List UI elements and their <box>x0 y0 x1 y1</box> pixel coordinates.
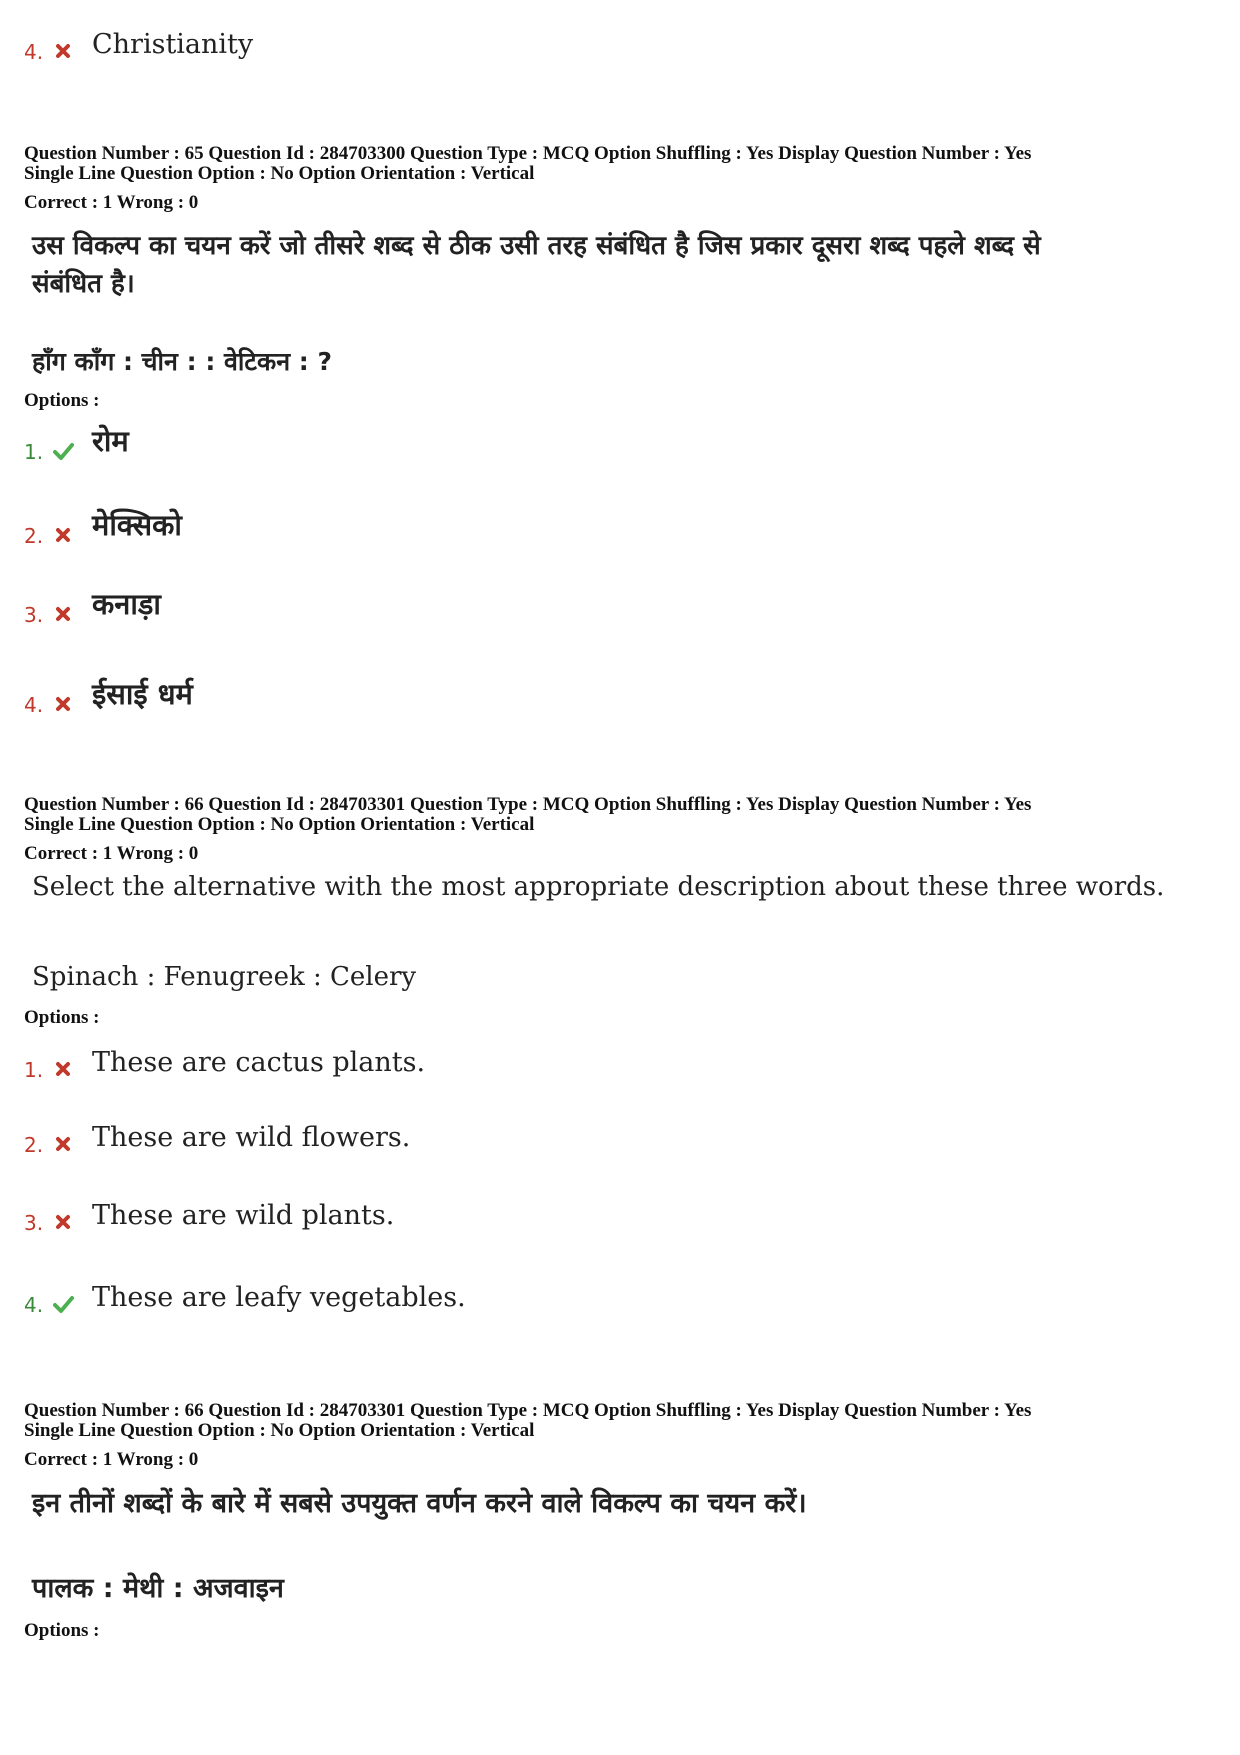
option-number: 1. <box>24 440 44 464</box>
cross-icon <box>52 40 74 62</box>
question-text: उस विकल्प का चयन करें जो तीसरे शब्द से ठीक उसी तरह संबंधित है जिस प्रकार दूसरा शब्द पहले शब्द से <box>32 231 1041 261</box>
option-text: रोम <box>92 424 129 458</box>
analogy-text: हाँग काँग : चीन : : वेटिकन : ? <box>32 347 332 376</box>
option-text: These are wild flowers. <box>92 1122 411 1153</box>
option-text: Christianity <box>92 29 254 60</box>
question-meta: Question Number : 66 Question Id : 284703301 Question Type : MCQ Option Shuffling : Yes Display Question Number : Yes <box>24 1400 1032 1421</box>
option-text: मेक्सिको <box>92 508 182 542</box>
cross-icon <box>52 693 74 715</box>
cross-icon <box>52 603 74 625</box>
question-text: इन तीनों शब्दों के बारे में सबसे उपयुक्त वर्णन करने वाले विकल्प का चयन करें। <box>32 1488 807 1519</box>
question-meta: Single Line Question Option : No Option Orientation : Vertical <box>24 163 535 184</box>
question-text: Select the alternative with the most appropriate description about these three words. <box>32 872 1165 902</box>
options-label: Options : <box>24 1007 100 1028</box>
cross-icon <box>52 1211 74 1233</box>
option-text: कनाड़ा <box>92 587 161 621</box>
marks-info: Correct : 1 Wrong : 0 <box>24 192 199 213</box>
option-text: These are leafy vegetables. <box>92 1282 466 1313</box>
option-number: 2. <box>24 524 44 548</box>
option-number: 2. <box>24 1133 44 1157</box>
option-text: These are cactus plants. <box>92 1047 426 1078</box>
option-number: 1. <box>24 1058 44 1082</box>
option-number: 4. <box>24 40 44 64</box>
question-text: संबंधित है। <box>32 269 135 299</box>
option-number: 4. <box>24 1293 44 1317</box>
cross-icon <box>52 1133 74 1155</box>
option-text: These are wild plants. <box>92 1200 395 1231</box>
option-number: 4. <box>24 693 44 717</box>
option-number: 3. <box>24 1211 44 1235</box>
question-meta: Question Number : 66 Question Id : 284703301 Question Type : MCQ Option Shuffling : Yes Display Question Number : Yes <box>24 794 1032 815</box>
check-icon <box>52 440 74 462</box>
question-meta: Question Number : 65 Question Id : 284703300 Question Type : MCQ Option Shuffling : Yes Display Question Number : Yes <box>24 143 1032 164</box>
marks-info: Correct : 1 Wrong : 0 <box>24 1449 199 1470</box>
options-label: Options : <box>24 1620 100 1641</box>
option-number: 3. <box>24 603 44 627</box>
cross-icon <box>52 524 74 546</box>
options-label: Options : <box>24 390 100 411</box>
option-text: ईसाई धर्म <box>92 677 193 711</box>
marks-info: Correct : 1 Wrong : 0 <box>24 843 199 864</box>
question-meta: Single Line Question Option : No Option Orientation : Vertical <box>24 1420 535 1441</box>
question-meta: Single Line Question Option : No Option Orientation : Vertical <box>24 814 535 835</box>
check-icon <box>52 1293 74 1315</box>
words-text: पालक : मेथी : अजवाइन <box>32 1573 284 1604</box>
cross-icon <box>52 1058 74 1080</box>
words-text: Spinach : Fenugreek : Celery <box>32 962 417 992</box>
